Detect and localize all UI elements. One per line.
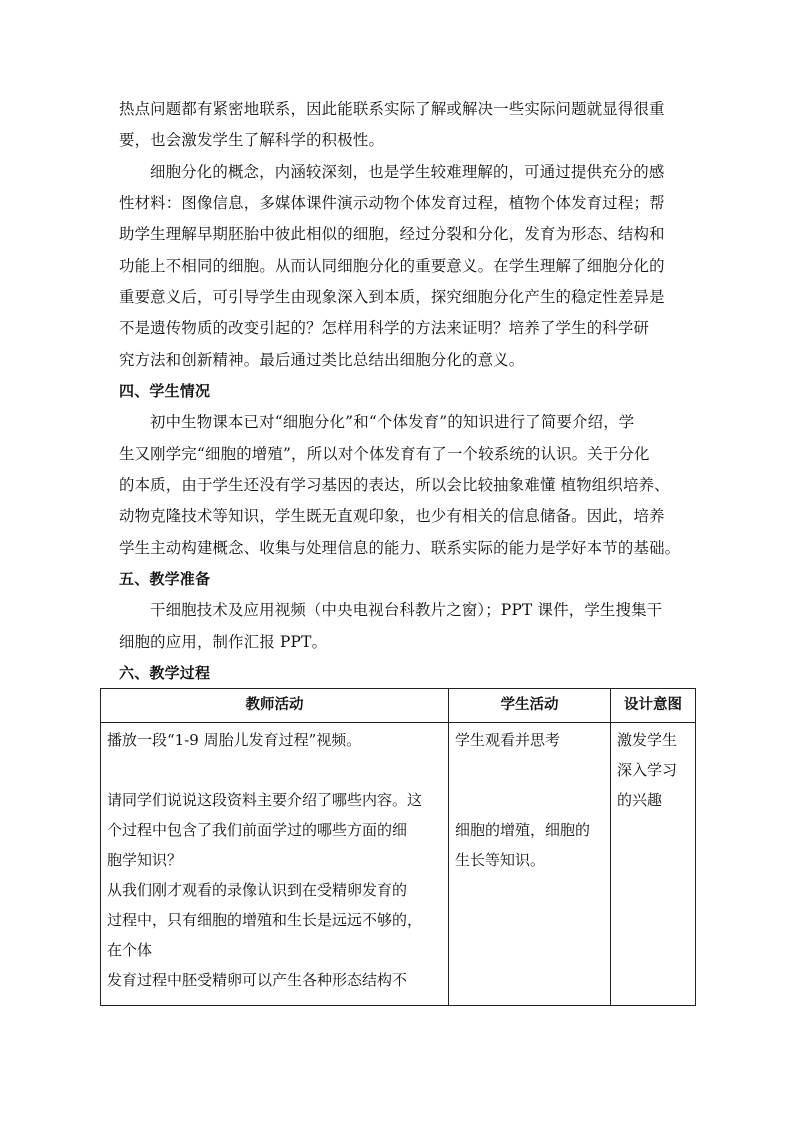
cell-line: 请同学们说说这段资料主要介绍了哪些内容。这 bbox=[107, 791, 423, 809]
cell-line: 深入学习 bbox=[617, 761, 678, 779]
cell-line: 激发学生 bbox=[617, 731, 678, 749]
paragraph-line: 究方法和创新精神。最后通过类比总结出细胞分化的意义。 bbox=[119, 351, 525, 369]
section-heading: 四、学生情况 bbox=[119, 382, 211, 400]
teaching-process-table bbox=[100, 688, 696, 1006]
cell-line: 发育过程中胚受精卵可以产生各种形态结构不 bbox=[107, 971, 408, 989]
teacher-activity-cell bbox=[101, 723, 449, 1006]
paragraph-line: 干细胞技术及应用视频（中央电视台科教片之窗）；PPT 课件，学生搜集干 bbox=[150, 601, 663, 619]
cell-line: 过程中，只有细胞的增殖和生长是远远不够的， bbox=[107, 911, 423, 929]
paragraph-line: 功能上不相同的细胞。从而认同细胞分化的重要意义。在学生理解了细胞分化的 bbox=[119, 257, 665, 275]
cell-line: 胞学知识？ bbox=[107, 851, 183, 869]
paragraph-line: 生又刚学完“细胞的增殖”，所以对个体发育有了一个较系统的认识。关于分化 bbox=[119, 445, 650, 463]
paragraph-line: 要，也会激发学生了解科学的积极性。 bbox=[119, 131, 385, 149]
paragraph-line: 的本质，由于学生还没有学习基因的表达，所以会比较抽象难懂 植物组织培养、 bbox=[119, 476, 670, 494]
table-row bbox=[101, 723, 696, 1006]
paragraph-line: 细胞分化的概念，内涵较深刻，也是学生较难理解的，可通过提供充分的感 bbox=[150, 163, 665, 181]
column-header-teacher: 教师活动 bbox=[101, 689, 449, 723]
cell-gap bbox=[101, 755, 448, 785]
student-activity-cell bbox=[449, 723, 611, 1006]
paragraph-line: 助学生理解早期胚胎中彼此相似的细胞，经过分裂和分化，发育为形态、结构和 bbox=[119, 225, 665, 243]
paragraph-line: 重要意义后，可引导学生由现象深入到本质，探究细胞分化产生的稳定性差异是 bbox=[119, 288, 665, 306]
cell-gap bbox=[449, 755, 610, 785]
paragraph-line: 不是遗传物质的改变引起的？怎样用科学的方法来证明？培养了学生的科学研 bbox=[119, 319, 650, 337]
column-header-intent: 设计意图 bbox=[611, 689, 696, 723]
paragraph-line: 学生主动构建概念、收集与处理信息的能力、联系实际的能力是学好本节的基础。 bbox=[119, 539, 681, 557]
cell-line: 细胞的增殖，细胞的 bbox=[455, 821, 591, 839]
cell-line: 的兴趣 bbox=[617, 791, 663, 809]
paragraph-line: 细胞的应用，制作汇报 PPT。 bbox=[119, 633, 328, 651]
design-intent-cell bbox=[611, 723, 696, 1006]
section-heading: 五、教学准备 bbox=[119, 570, 211, 588]
table-header-row bbox=[101, 689, 696, 723]
cell-line: 学生观看并思考 bbox=[455, 731, 561, 749]
paragraph-line: 热点问题都有紧密地联系，因此能联系实际了解或解决一些实际问题就显得很重 bbox=[119, 100, 665, 118]
cell-line: 在个体 bbox=[107, 941, 153, 959]
cell-line: 个过程中包含了我们前面学过的哪些方面的细 bbox=[107, 821, 408, 839]
column-header-student: 学生活动 bbox=[449, 689, 611, 723]
paragraph-line: 性材料：图像信息，多媒体课件演示动物个体发育过程，植物个体发育过程；帮 bbox=[119, 194, 665, 212]
cell-gap bbox=[449, 785, 610, 815]
cell-line: 生长等知识。 bbox=[455, 851, 546, 869]
cell-line: 播放一段“1-9 周胎儿发育过程”视频。 bbox=[107, 731, 362, 749]
section-heading: 六、教学过程 bbox=[119, 664, 211, 682]
cell-line: 从我们刚才观看的录像认识到在受精卵发育的 bbox=[107, 881, 408, 899]
paragraph-line: 动物克隆技术等知识，学生既无直观印象，也少有相关的信息储备。因此，培养 bbox=[119, 507, 665, 525]
paragraph-line: 初中生物课本已对“细胞分化”和“个体发育”的知识进行了简要介绍，学 bbox=[150, 413, 635, 431]
